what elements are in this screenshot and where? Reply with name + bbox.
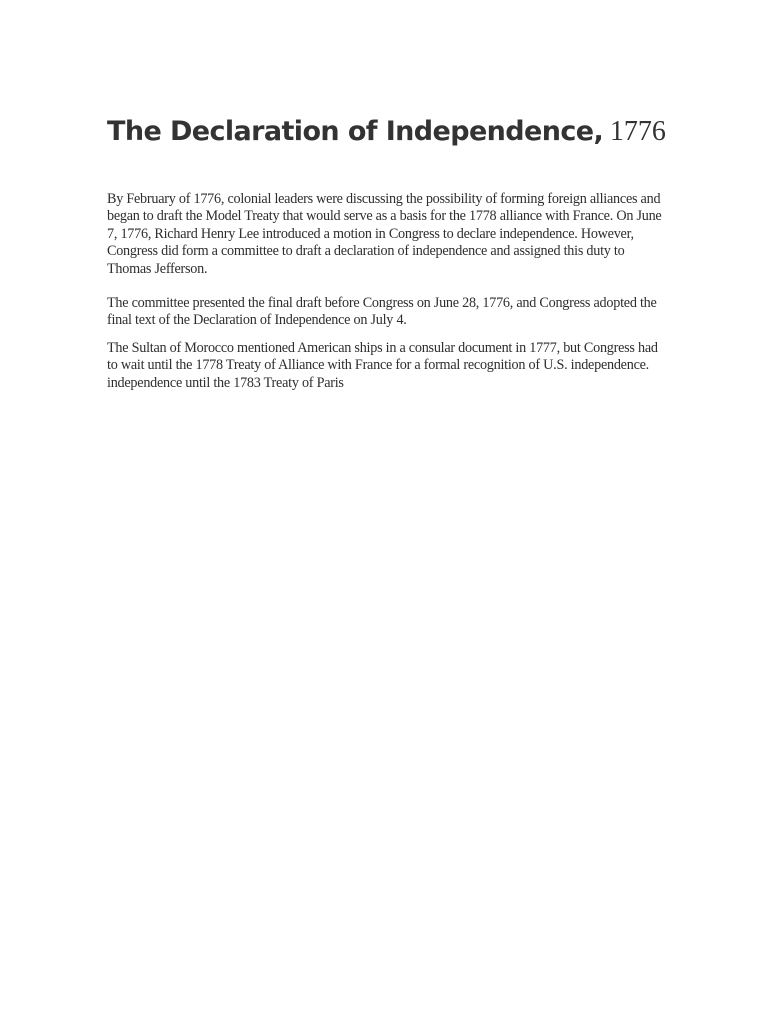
paragraph-3: The Sultan of Morocco mentioned American ships in a consular document in 1777, but Congress had to wait until the 1778 Treaty of Alliance with France for a formal recognition of U.S. independence. independence until the 1783 Treaty of Paris [107,339,658,391]
document-page [107,112,667,392]
page-title [107,112,667,151]
paragraph-2: The committee presented the final draft before Congress on June 28, 1776, and Congress adopted the final text of the Declaration of Independence on July 4. [107,295,657,329]
title-year-text: 1776 [609,116,666,147]
title-main-text: The Declaration of Independence, [107,116,604,147]
paragraph-1: By February of 1776, colonial leaders were discussing the possibility of forming foreign alliances and began to draft the Model Treaty that would serve as a basis for the 1778 alliance with France. On June 7, 1776, Richard Henry Lee introduced a motion in Congress to declare independence. However, Congress did form a committee to draft a declaration of independence and assigned this duty to Thomas Jefferson. [107,191,662,277]
